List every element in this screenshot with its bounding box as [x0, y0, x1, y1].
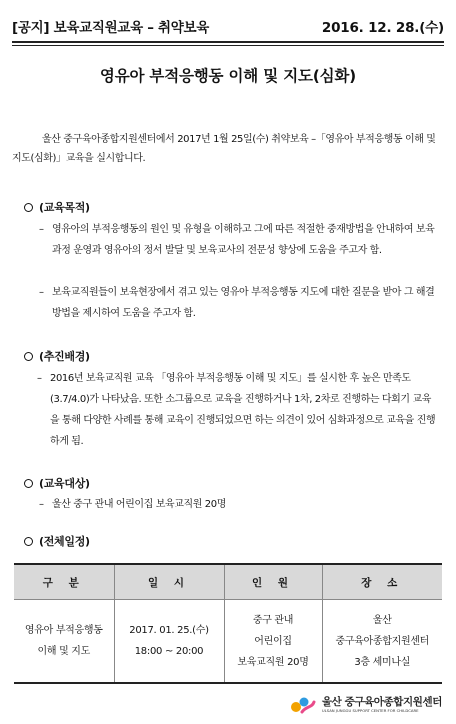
- section-heading-purpose: [24, 199, 90, 215]
- section-heading-schedule: [24, 533, 90, 549]
- center-logo-subtitle: ULSAN JUNGGU SUPPORT CENTER FOR CHILDCARE: [321, 708, 419, 713]
- cell-line: 어린이집: [254, 635, 292, 647]
- cell-line: 18:00 ~ 20:00: [134, 646, 204, 657]
- table-row: [14, 600, 442, 684]
- column-header: 장 소: [322, 564, 442, 600]
- intro-paragraph: 울산 중구육아종합지원센터에서 2017년 1월 25일(수) 취약보육 –「영유아 부적응행동 이해 및 지도(심화)」교육을 실시합니다.: [12, 134, 436, 164]
- circle-bullet-icon: [24, 352, 33, 361]
- cell-line: 울산: [372, 614, 392, 626]
- table-header-row: [14, 564, 442, 600]
- column-header: 인 원: [224, 564, 322, 600]
- list-item: [39, 494, 438, 515]
- section-heading-label: (교육대상): [39, 477, 90, 490]
- circle-bullet-icon: [24, 203, 33, 212]
- list-item-text: 보육교직원들이 보육현장에서 겪고 있는 영유아 부적응행동 지도에 대한 질문을 받아 그 해결방법을 제시하여 도움을 주고자 함.: [52, 287, 435, 319]
- list-item-text: 2016년 보육교직원 교육 「영유아 부적응행동 이해 및 지도」를 실시한 후 높은 만족도(3.7/4.0)가 나타났음. 또한 소그룹으로 교육을 진행하거나 1차, 2차로 진행하는 다회기 교육을 통해 다양한 사례를 통해 교육이 진행되었으면 하는 의견이 있어 심화과정으로 교육을 진행하게 됨.: [50, 373, 436, 447]
- center-logo-name: 울산 중구육아종합지원센터: [321, 696, 442, 708]
- section-heading-target: [24, 475, 90, 491]
- header-divider-thin: [12, 45, 444, 46]
- cell-line: 2017. 01. 25.(수): [129, 625, 209, 636]
- list-item: [39, 282, 438, 324]
- cell-line: 중구 관내: [252, 614, 294, 626]
- header-divider: [12, 41, 444, 43]
- list-item: [37, 368, 438, 452]
- cell-line: 이해 및 지도: [37, 646, 91, 657]
- cell-category: [14, 600, 114, 684]
- center-logo-text: [322, 696, 442, 714]
- section-heading-label: (추진배경): [39, 350, 90, 363]
- section-heading-label: (교육목적): [39, 201, 90, 214]
- dash-bullet: –: [37, 373, 42, 384]
- section-heading-label: (전체일정): [39, 535, 90, 548]
- page-title: 영유아 부적응행동 이해 및 지도(심화): [99, 67, 357, 85]
- dash-bullet: –: [39, 224, 44, 235]
- center-logo-icon: [290, 694, 316, 716]
- circle-bullet-icon: [24, 537, 33, 546]
- center-logo: [290, 692, 442, 718]
- list-item-text: 울산 중구 관내 어린이집 보육교직원 20명: [52, 499, 226, 510]
- column-header: 일 시: [114, 564, 224, 600]
- schedule-table: [14, 563, 442, 684]
- notice-header: [12, 12, 444, 38]
- cell-location: [322, 600, 442, 684]
- dash-bullet: –: [39, 499, 44, 510]
- cell-line: 영유아 부적응행동: [24, 625, 103, 636]
- cell-line: 중구육아종합지원센터: [335, 635, 430, 647]
- cell-attendees: [224, 600, 322, 684]
- notice-date: 2016. 12. 28.(수): [321, 20, 444, 36]
- notice-category: [공지] 보육교직원교육 – 취약보육: [12, 20, 210, 36]
- column-header: 구 분: [14, 564, 114, 600]
- cell-datetime: [114, 600, 224, 684]
- dash-bullet: –: [39, 287, 44, 298]
- circle-bullet-icon: [24, 479, 33, 488]
- section-heading-background: [24, 348, 90, 364]
- cell-line: 보육교직원 20명: [237, 656, 309, 668]
- list-item-text: 영유아의 부적응행동의 원인 및 유형을 이해하고 그에 따른 적절한 중재방법을 안내하여 보육과정 운영과 영유아의 정서 발달 및 보육교사의 전문성 향상에 도움을 주고자 함.: [52, 224, 435, 256]
- cell-line: 3층 세미나실: [354, 656, 411, 668]
- list-item: [39, 219, 438, 261]
